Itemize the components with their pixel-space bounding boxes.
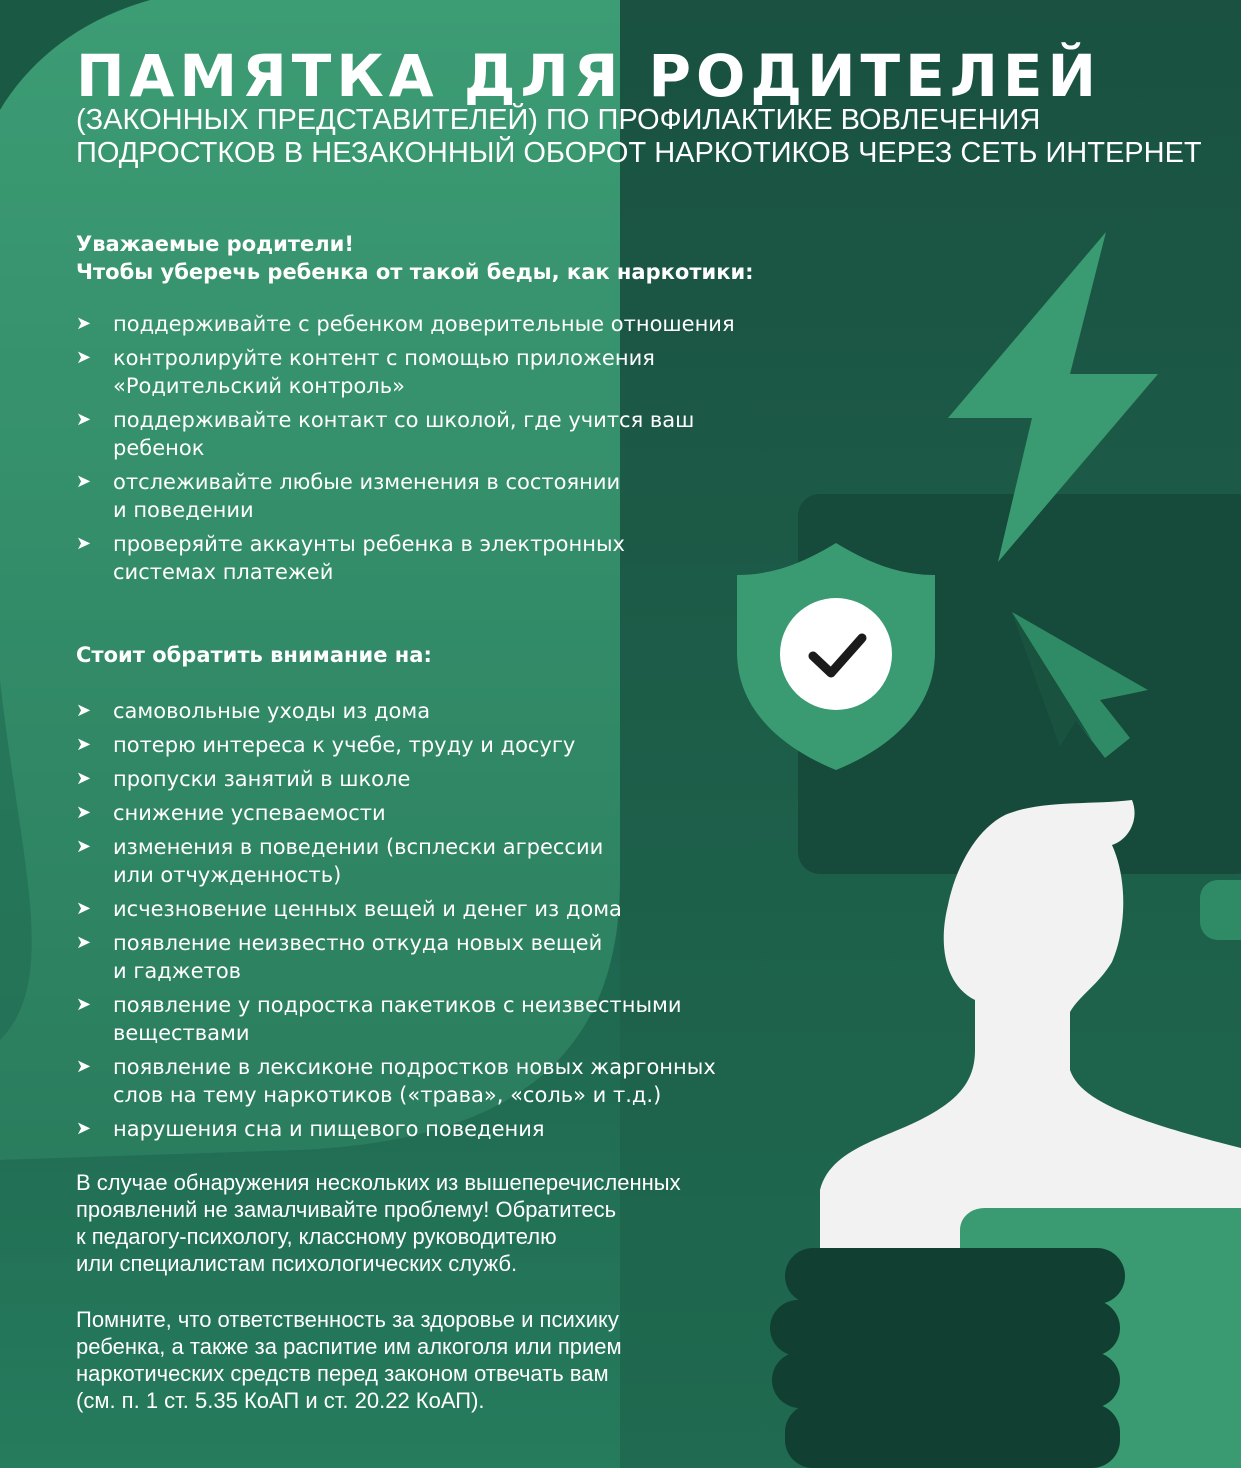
list-item — [76, 799, 716, 827]
intro-greeting: Уважаемые родители! — [76, 232, 354, 256]
list-item — [76, 991, 716, 1047]
paragraph-line: (см. п. 1 ст. 5.35 КоАП и ст. 20.22 КоАП). — [76, 1388, 485, 1413]
list-item-text: изменения в поведении (всплески агрессии — [113, 835, 604, 859]
paragraph-line: наркотических средств перед законом отвечать вам — [76, 1361, 609, 1386]
bullet-arrow-icon: ➤ — [76, 347, 92, 368]
bullet-arrow-icon: ➤ — [76, 734, 92, 755]
bullet-arrow-icon: ➤ — [76, 768, 92, 789]
list-item — [76, 895, 716, 923]
list-item-text: исчезновение ценных вещей и денег из дома — [113, 897, 622, 921]
paragraph-line: В случае обнаружения нескольких из вышеперечисленных — [76, 1170, 681, 1195]
bullet-arrow-icon: ➤ — [76, 533, 92, 554]
list-item-text: слов на тему наркотиков («трава», «соль» и т.д.) — [113, 1083, 662, 1107]
list-item — [76, 697, 716, 725]
page-subtitle — [76, 104, 1202, 170]
list-item — [76, 310, 735, 338]
list-item-text: или отчужденность) — [113, 863, 342, 887]
paragraph-line: проявлений не замалчивайте проблему! Обратитесь — [76, 1197, 617, 1222]
list-item-text: системах платежей — [113, 560, 334, 584]
list-item-text: поддерживайте контакт со школой, где учится ваш — [113, 408, 695, 432]
advice-paragraph — [76, 1169, 681, 1277]
list-item-text: нарушения сна и пищевого поведения — [113, 1117, 545, 1141]
bullet-arrow-icon: ➤ — [76, 932, 92, 953]
list-item-text: поддерживайте с ребенком доверительные отношения — [113, 312, 735, 336]
list-item-text: и гаджетов — [113, 959, 242, 983]
list-item — [76, 929, 716, 985]
list-item — [76, 765, 716, 793]
list-item-text: отслеживайте любые изменения в состоянии — [113, 470, 621, 494]
bullet-arrow-icon: ➤ — [76, 409, 92, 430]
list-item-text: потерю интереса к учебе, труду и досугу — [113, 733, 576, 757]
list-item-text: самовольные уходы из дома — [113, 699, 431, 723]
paragraph-line: или специалистам психологических служб. — [76, 1251, 518, 1276]
list-item-text: снижение успеваемости — [113, 801, 386, 825]
paragraph-line: Помните, что ответственность за здоровье и психику — [76, 1307, 619, 1332]
list-item — [76, 731, 716, 759]
list-item-text: появление неизвестно откуда новых вещей — [113, 931, 603, 955]
bullet-arrow-icon: ➤ — [76, 836, 92, 857]
paragraph-line: ребенка, а также за распитие им алкоголя или прием — [76, 1334, 622, 1359]
list-item — [76, 530, 735, 586]
bullet-arrow-icon: ➤ — [76, 898, 92, 919]
attention-list — [76, 697, 716, 1149]
bullet-arrow-icon: ➤ — [76, 994, 92, 1015]
advice-list — [76, 310, 735, 592]
list-item-text: и поведении — [113, 498, 254, 522]
list-item-text: контролируйте контент с помощью приложения — [113, 346, 655, 370]
list-item-text: «Родительский контроль» — [113, 374, 406, 398]
subtitle-line: ПОДРОСТКОВ В НЕЗАКОННЫЙ ОБОРОТ НАРКОТИКОВ ЧЕРЕЗ СЕТЬ ИНТЕРНЕТ — [76, 137, 1202, 169]
list-item-text: появление у подростка пакетиков с неизвестными — [113, 993, 682, 1017]
list-item-text: пропуски занятий в школе — [113, 767, 411, 791]
list-item-text: ребенок — [113, 436, 205, 460]
attention-heading: Стоит обратить внимание на: — [76, 643, 432, 667]
intro-text — [76, 230, 754, 286]
list-item — [76, 1115, 716, 1143]
bullet-arrow-icon: ➤ — [76, 1056, 92, 1077]
list-item — [76, 833, 716, 889]
list-item — [76, 468, 735, 524]
bullet-arrow-icon: ➤ — [76, 802, 92, 823]
intro-lead: Чтобы уберечь ребенка от такой беды, как наркотики: — [76, 260, 754, 284]
subtitle-line: (ЗАКОННЫХ ПРЕДСТАВИТЕЛЕЙ) ПО ПРОФИЛАКТИКЕ ВОВЛЕЧЕНИЯ — [76, 104, 1041, 136]
list-item-text: проверяйте аккаунты ребенка в электронных — [113, 532, 625, 556]
list-item — [76, 406, 735, 462]
list-item-text: появление в лексиконе подростков новых жаргонных — [113, 1055, 716, 1079]
bullet-arrow-icon: ➤ — [76, 1118, 92, 1139]
page-title: ПАМЯТКА ДЛЯ РОДИТЕЛЕЙ — [76, 42, 1102, 110]
bullet-arrow-icon: ➤ — [76, 313, 92, 334]
paragraph-line: к педагогу-психологу, классному руководителю — [76, 1224, 557, 1249]
bullet-arrow-icon: ➤ — [76, 471, 92, 492]
list-item-text: веществами — [113, 1021, 250, 1045]
bullet-arrow-icon: ➤ — [76, 700, 92, 721]
list-item — [76, 344, 735, 400]
legal-paragraph — [76, 1306, 622, 1414]
list-item — [76, 1053, 716, 1109]
